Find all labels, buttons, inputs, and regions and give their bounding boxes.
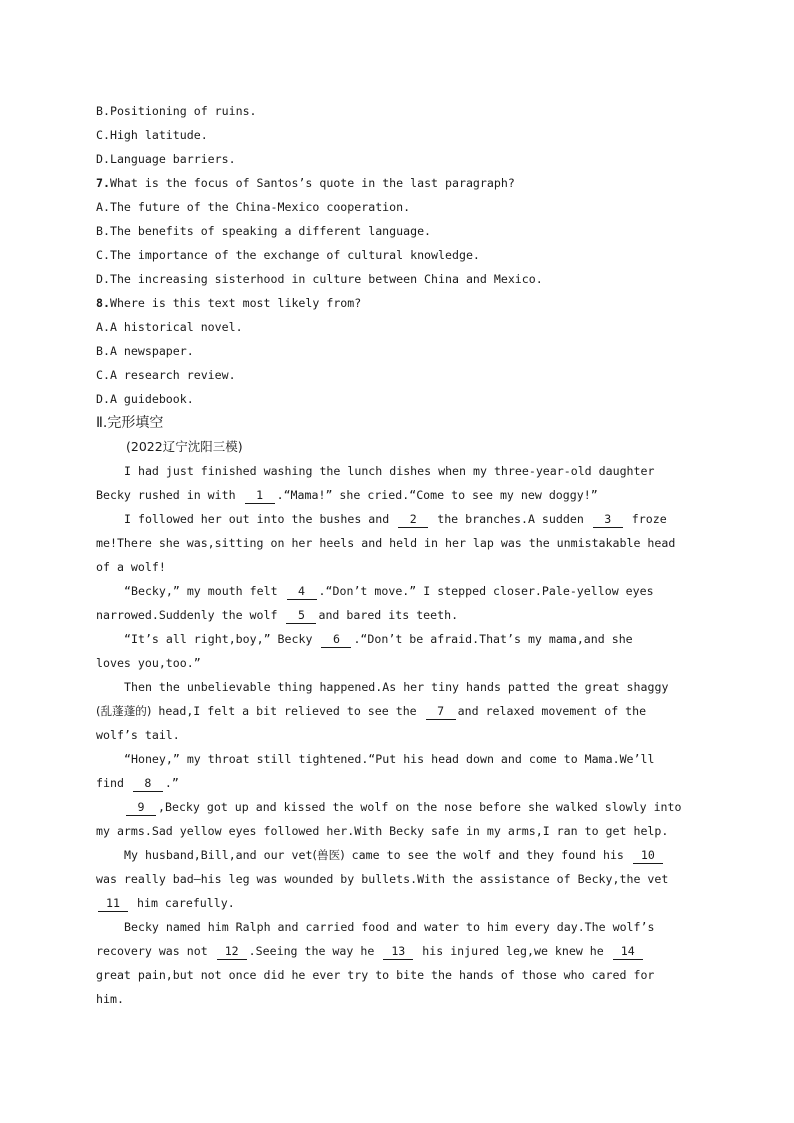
passage-source: (2022辽宁沈阳三模) [126,439,243,454]
question-7-stem: What is the focus of Santos’s quote in the last paragraph? [109,176,515,190]
passage-line: wolf’s tail. [96,728,180,742]
q6-option-d: D.Language barriers. [96,152,236,166]
passage-line: I had just finished washing the lunch dishes when my three-year-old daughter [124,464,655,478]
passage-text: and relaxed movement of the [457,704,647,718]
passage-line [96,939,706,963]
blank-8[interactable]: 8 [133,776,163,792]
question-8 [96,291,706,315]
question-7-number: 7. [96,176,110,190]
passage-line: Becky named him Ralph and carried food and water to him every day.The wolf’s [124,920,655,934]
passage-text: him carefully. [136,896,235,910]
passage-line: him. [96,992,124,1006]
question-7 [96,171,706,195]
passage-text: .“Mama!” she cried.“Come to see my new doggy!” [276,488,598,502]
blank-14[interactable]: 14 [613,944,643,960]
passage-text: ,Becky got up and kissed the wolf on the nose before she walked slowly into [158,800,682,814]
blank-9[interactable]: 9 [126,800,156,816]
passage-text: .Seeing the way he [248,944,375,958]
blank-2[interactable]: 2 [398,512,428,528]
blank-13[interactable]: 13 [383,944,413,960]
q8-option-a: A.A historical novel. [96,320,243,334]
passage-line: Then the unbelievable thing happened.As her tiny hands patted the great shaggy [124,680,669,694]
passage-text: and bared its teeth. [318,608,459,622]
passage-text: head,I felt a bit relieved to see the [151,704,417,718]
passage-text: the branches.A sudden [437,512,584,526]
q7-option-a: A.The future of the China-Mexico cooperation. [96,200,411,214]
passage-line: my arms.Sad yellow eyes followed her.With Becky safe in my arms,I ran to get help. [96,824,669,838]
passage-text: .“Don’t be afraid.That’s my mama,and she [353,632,633,646]
passage-text: .” [164,776,179,790]
passage-text: came to see the wolf and they found his [344,848,624,862]
document-content [96,99,706,1011]
passage-line: me!There she was,sitting on her heels and held in her lap was the unmistakable head [96,536,676,550]
passage-line: of a wolf! [96,560,166,574]
passage-text: I followed her out into the bushes and [124,512,390,526]
blank-5[interactable]: 5 [286,608,316,624]
passage-line [96,507,706,531]
passage-text: “It’s all right,boy,” Becky [124,632,313,646]
passage-text: recovery was not [96,944,208,958]
passage-line [96,483,706,507]
chinese-gloss: (兽医) [312,848,345,862]
passage-line [96,795,706,819]
q7-option-c: C.The importance of the exchange of cultural knowledge. [96,248,480,262]
passage-line: great pain,but not once did he ever try to bite the hands of those who cared for [96,968,655,982]
passage-text: find [96,776,124,790]
passage-text: My husband,Bill,and our vet [124,848,313,862]
blank-7[interactable]: 7 [426,704,456,720]
passage-text: “Becky,” my mouth felt [124,584,278,598]
q7-option-d: D.The increasing sisterhood in culture between China and Mexico. [96,272,543,286]
blank-12[interactable]: 12 [217,944,247,960]
passage-line: loves you,too.” [96,656,201,670]
q6-option-b: B.Positioning of ruins. [96,104,257,118]
blank-4[interactable]: 4 [287,584,317,600]
passage-line [96,699,706,723]
q6-option-c: C.High latitude. [96,128,208,142]
passage-line [96,603,706,627]
passage-line: was really bad—his leg was wounded by bullets.With the assistance of Becky,the vet [96,872,669,886]
passage-line [96,579,706,603]
blank-6[interactable]: 6 [321,632,351,648]
passage-text: his injured leg,we knew he [422,944,604,958]
passage-text: froze [631,512,667,526]
chinese-gloss: (乱蓬蓬的) [96,704,152,718]
passage-line [96,843,706,867]
q8-option-c: C.A research review. [96,368,236,382]
blank-10[interactable]: 10 [633,848,663,864]
passage-line [96,771,706,795]
passage-text: .“Don’t move.” I stepped closer.Pale-yellow eyes [318,584,654,598]
passage-text: narrowed.Suddenly the wolf [96,608,278,622]
blank-3[interactable]: 3 [593,512,623,528]
passage-line [96,627,706,651]
question-8-stem: Where is this text most likely from? [109,296,362,310]
passage-line: “Honey,” my throat still tightened.“Put his head down and come to Mama.We’ll [124,752,655,766]
blank-1[interactable]: 1 [245,488,275,504]
passage-line [96,891,706,915]
question-8-number: 8. [96,296,110,310]
passage-text: Becky rushed in with [96,488,236,502]
blank-11[interactable]: 11 [98,896,128,912]
section-title: Ⅱ.完形填空 [96,415,164,431]
q8-option-d: D.A guidebook. [96,392,194,406]
q8-option-b: B.A newspaper. [96,344,194,358]
q7-option-b: B.The benefits of speaking a different language. [96,224,432,238]
